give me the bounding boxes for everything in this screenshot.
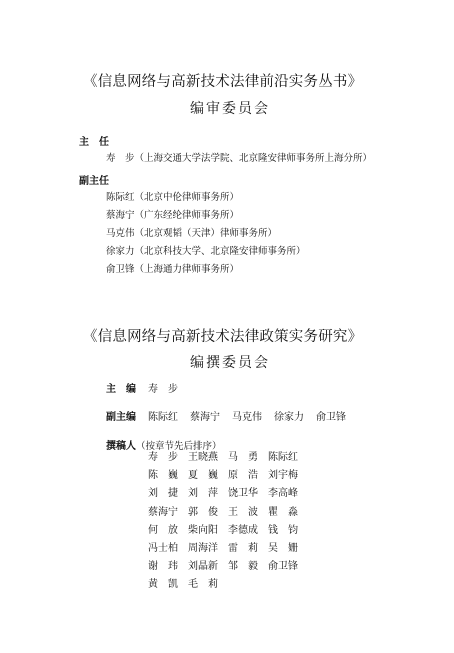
editor-name: 寿 步 — [148, 384, 178, 395]
editor-label: 主 编 — [106, 384, 136, 395]
writer-name: 邹 毅 — [228, 561, 258, 573]
writer-name: 钱 钧 — [268, 524, 298, 536]
writer-name: 吴 姗 — [268, 542, 298, 554]
writer-name: 马 勇 — [228, 452, 258, 463]
writer-name: 李高峰 — [268, 488, 298, 500]
writer-name: 刘 捷 — [148, 488, 178, 500]
deputy-editor-name: 陈际红 — [148, 412, 178, 423]
writer-name: 陈际红 — [268, 452, 298, 463]
writer-name: 毛 莉 — [188, 579, 218, 591]
writer-name: 刘宇梅 — [268, 470, 298, 482]
writer-name: 雷 莉 — [228, 542, 258, 554]
writer-name: 蔡海宁 — [148, 506, 178, 518]
vice-chair-entry: 俞卫锋（上海通力律师事务所） — [106, 264, 240, 275]
committee-title-2: 编撰委员会 — [190, 355, 270, 371]
vice-chair-entry: 陈际红（北京中伦律师事务所） — [106, 192, 240, 203]
writer-name: 谢 玮 — [148, 561, 178, 573]
vice-chair-entry: 蔡海宁（广东经纶律师事务所） — [106, 210, 240, 221]
deputy-editor-name: 蔡海宁 — [190, 412, 220, 423]
series-title-2: 《信息网络与高新技术法律政策实务研究》 — [83, 329, 363, 345]
series-title-1: 《信息网络与高新技术法律前沿实务丛书》 — [83, 74, 363, 90]
writer-name: 刘晶新 — [188, 561, 218, 573]
writers-label: 撰稿人 — [106, 441, 136, 452]
writer-name: 俞卫锋 — [268, 561, 298, 573]
writer-name: 饶卫华 — [228, 488, 258, 500]
writer-name: 寿 步 — [148, 452, 178, 463]
deputy-editor-label: 副主编 — [106, 412, 136, 423]
chair-label: 主 任 — [79, 137, 109, 148]
deputy-editor-name: 马克伟 — [232, 412, 262, 423]
writer-name: 夏 巍 — [188, 470, 218, 482]
deputy-editor-list — [148, 408, 358, 423]
writer-name: 瞿 淼 — [268, 506, 298, 518]
writer-name: 冯士柏 — [148, 542, 178, 554]
deputy-editor-name: 俞卫锋 — [316, 412, 346, 423]
vice-chair-label: 副主任 — [79, 176, 109, 187]
committee-title-1: 编审委员会 — [190, 101, 270, 117]
writers-grid — [148, 449, 348, 595]
writer-name: 原 浩 — [228, 470, 258, 482]
writer-name: 周海洋 — [188, 542, 218, 554]
writers-note: （按章节先后排序） — [136, 441, 222, 452]
deputy-editor-name: 徐家力 — [274, 412, 304, 423]
writer-name: 刘 萍 — [188, 488, 218, 500]
writer-name: 何 放 — [148, 524, 178, 536]
vice-chair-entry: 马克伟（北京观韬（天津）律师事务所） — [106, 228, 278, 239]
writer-name: 郭 俊 — [188, 506, 218, 518]
writer-name: 陈 巍 — [148, 470, 178, 482]
writer-name: 柴向阳 — [188, 524, 218, 536]
writer-name: 李德成 — [228, 524, 258, 536]
writer-name: 王 波 — [228, 506, 258, 518]
vice-chair-entry: 徐家力（北京科技大学、北京隆安律师事务所） — [106, 246, 306, 257]
chair-entry: 寿 步（上海交通大学法学院、北京隆安律师事务所上海分所） — [106, 153, 373, 164]
writer-name: 王晓燕 — [188, 452, 218, 463]
writer-name: 黄 凯 — [148, 579, 178, 591]
